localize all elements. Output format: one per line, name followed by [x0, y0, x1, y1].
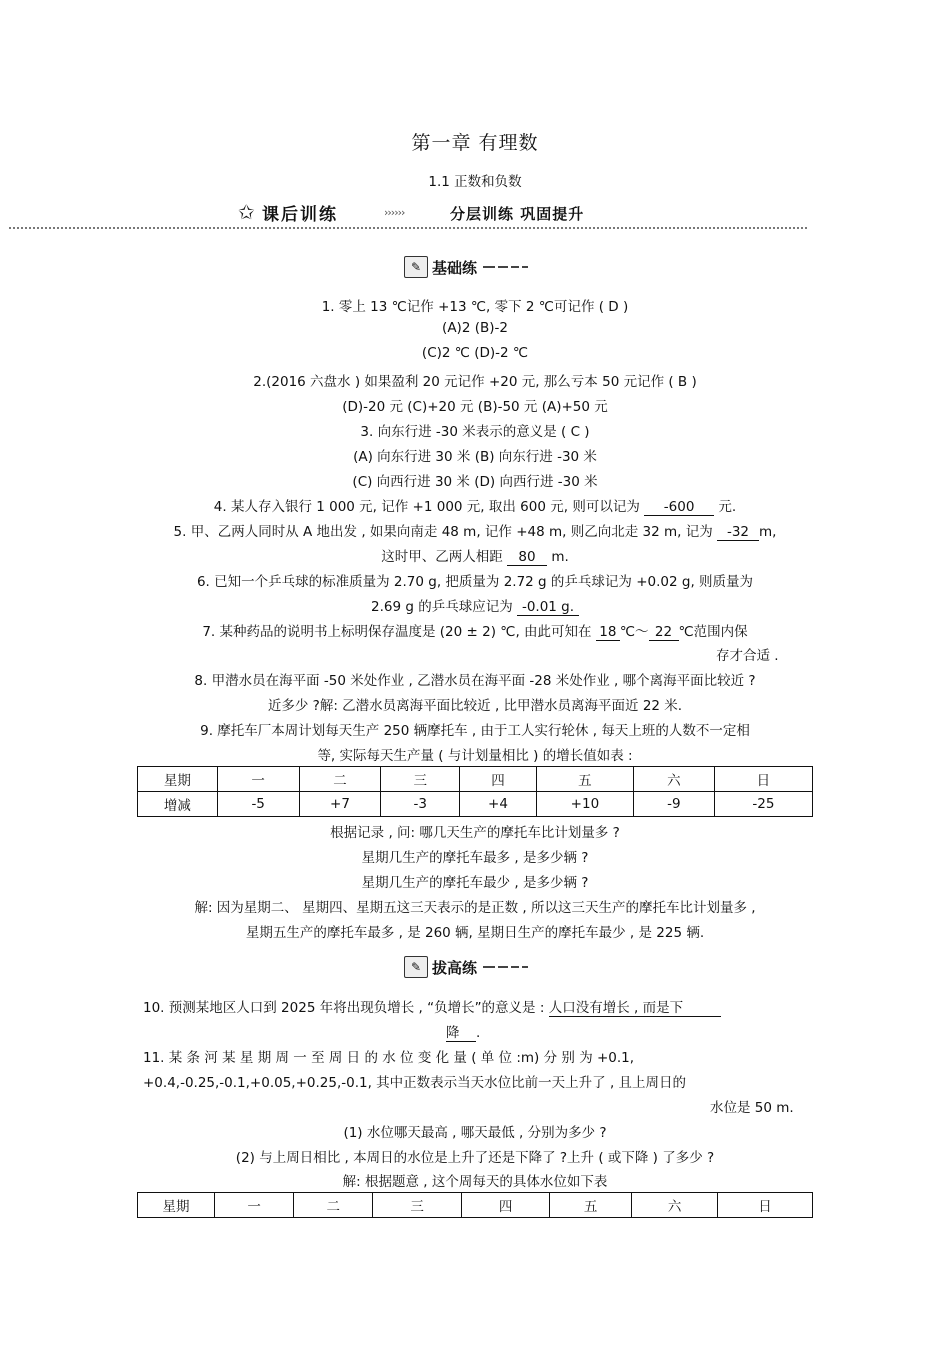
- q4-post: 元.: [718, 499, 737, 515]
- table-cell: 二: [299, 767, 381, 792]
- dotted-divider: [8, 226, 808, 230]
- table-cell: 五: [550, 1193, 632, 1218]
- q11-line2: +0.4,-0.25,-0.1,+0.05,+0.25,-0.1, 其中正数表示当天水位比前一天上升了 , 且上周日的: [143, 1075, 687, 1091]
- table-cell: 增减: [138, 792, 218, 817]
- table-cell: 四: [462, 1193, 550, 1218]
- q11-solution: 解: 根据题意 , 这个周每天的具体水位如下表: [342, 1174, 608, 1190]
- q10-text: 10. 预测某地区人口到 2025 年将出现负增长 , “负增长”的意义是 :: [143, 1000, 545, 1016]
- pen-icon: ✎: [404, 956, 428, 978]
- band-tagline: 分层训练 巩固提升: [450, 205, 585, 223]
- table-cell: 三: [381, 767, 460, 792]
- q9-line1: 9. 摩托车厂本周计划每天生产 250 辆摩托车 , 由于工人实行轮休 , 每天上班的人数不一定相: [200, 723, 750, 739]
- q10-post: .: [476, 1025, 481, 1041]
- q9-line2: 等, 实际每天生产量 ( 与计划量相比 ) 的增长值如表 :: [317, 748, 633, 764]
- q6-line2-text: 2.69 g 的乒乓球应记为: [370, 599, 513, 615]
- section-basic: [404, 256, 528, 278]
- section-subtitle: 1.1 正数和负数: [428, 174, 522, 190]
- table-cell: 星期: [138, 1193, 215, 1218]
- table-cell: 一: [215, 1193, 294, 1218]
- q8-line1: 8. 甲潜水员在海平面 -50 米处作业 , 乙潜水员在海平面 -28 米处作业 , 哪个离海平面比较近 ?: [194, 673, 756, 689]
- q4-answer: -600: [644, 499, 714, 516]
- q7-answer2: 22: [649, 624, 679, 641]
- section-basic-label: 基础练: [432, 258, 478, 277]
- q9-solution2: 星期五生产的摩托车最多 , 是 260 辆, 星期日生产的摩托车最少 , 是 225 辆.: [245, 925, 705, 941]
- table-cell: +7: [299, 792, 381, 817]
- q11-sub2: (2) 与上周日相比 , 本周日的水位是上升了还是下降了 ?上升 ( 或下降 ) 了多少 ?: [235, 1150, 715, 1166]
- table-row: [138, 767, 813, 792]
- q6-line2: [0, 595, 950, 616]
- q7-answer1: 18: [596, 624, 620, 641]
- q2-options: (D)-20 元 (C)+20 元 (B)-50 元 (A)+50 元: [342, 399, 608, 415]
- q8-line2: 近多少 ?解: 乙潜水员离海平面比较近 , 比甲潜水员离海平面近 22 米.: [267, 698, 683, 714]
- star-icon: ✩: [238, 200, 255, 224]
- table-cell: +10: [536, 792, 633, 817]
- q5-line1: [0, 520, 950, 541]
- table-cell: 六: [634, 767, 715, 792]
- q7-mid: ℃～: [619, 624, 649, 640]
- q5-answer1: -32: [717, 524, 759, 541]
- q5-line2-text: 这时甲、乙两人相距: [381, 549, 503, 565]
- table-row: [138, 792, 813, 817]
- bars-icon: [483, 966, 528, 968]
- q7-line1: [0, 620, 950, 641]
- q3-stem: 3. 向东行进 -30 米表示的意义是 ( C ): [360, 424, 590, 440]
- q11-line3: 水位是 50 m.: [710, 1100, 794, 1116]
- q7-text: 7. 某种药品的说明书上标明保存温度是 (20 ± 2) ℃, 由此可知在: [202, 624, 592, 640]
- table-cell: 日: [718, 1193, 813, 1218]
- q11-sub1: (1) 水位哪天最高 , 哪天最低 , 分别为多少 ?: [343, 1125, 607, 1141]
- q9-solution1: 解: 因为星期二、 星期四、星期五这三天表示的是正数 , 所以这三天生产的摩托车比计划量多 ,: [194, 900, 756, 916]
- band-label: 课后训练: [262, 205, 338, 225]
- table-cell: 星期: [138, 767, 218, 792]
- q5-line2: [0, 545, 950, 566]
- q5-answer2: 80: [507, 549, 547, 566]
- q3-options-cd: (C) 向西行进 30 米 (D) 向西行进 -30 米: [352, 474, 598, 490]
- q2-stem: 2.(2016 六盘水 ) 如果盈利 20 元记作 +20 元, 那么亏本 50 元记作 ( B ): [253, 374, 697, 390]
- section-advanced: [404, 956, 528, 978]
- q6-answer: -0.01 g.: [517, 599, 579, 616]
- q1-stem: 1. 零上 13 ℃记作 +13 ℃, 零下 2 ℃可记作 ( D ): [321, 299, 629, 315]
- q10-answer2: 降: [446, 1021, 476, 1042]
- table-cell: 三: [373, 1193, 462, 1218]
- q5-mid: m,: [759, 524, 777, 540]
- chapter-title: 第一章 有理数: [411, 132, 539, 154]
- table-cell: -5: [217, 792, 299, 817]
- q10-line1: [143, 996, 721, 1017]
- q9-ask2: 星期几生产的摩托车最多 , 是多少辆 ?: [361, 850, 589, 866]
- q11-line1: 11. 某 条 河 某 星 期 周 一 至 周 日 的 水 位 变 化 量 ( 单 位 :m) 分 别 为 +0.1,: [143, 1050, 635, 1066]
- q10-answer1: 人口没有增长 , 而是下: [549, 996, 721, 1017]
- table-cell: 四: [460, 767, 537, 792]
- q1-options-ab: (A)2 (B)-2: [442, 320, 508, 336]
- table-cell: 一: [217, 767, 299, 792]
- table-cell: -9: [634, 792, 715, 817]
- bars-icon: [483, 266, 528, 268]
- arrows-icon: ››››››: [384, 206, 405, 219]
- q7-post: ℃范围内保: [678, 624, 748, 640]
- table-cell: 日: [714, 767, 812, 792]
- q4: [0, 495, 950, 516]
- table-cell: 五: [536, 767, 633, 792]
- pen-icon: ✎: [404, 256, 428, 278]
- table-cell: -3: [381, 792, 460, 817]
- q3-options-ab: (A) 向东行进 30 米 (B) 向东行进 -30 米: [353, 449, 597, 465]
- q10-line2: [446, 1021, 480, 1042]
- q5-line2-post: m.: [551, 549, 569, 565]
- q7-line2: 存才合适 .: [716, 648, 779, 664]
- table-cell: 六: [632, 1193, 718, 1218]
- q9-ask3: 星期几生产的摩托车最少 , 是多少辆 ?: [361, 875, 589, 891]
- table-cell: 二: [294, 1193, 373, 1218]
- table-cell: -25: [714, 792, 812, 817]
- table-cell: +4: [460, 792, 537, 817]
- q9-table: [137, 766, 813, 817]
- q4-text: 4. 某人存入银行 1 000 元, 记作 +1 000 元, 取出 600 元, 则可以记为: [213, 499, 640, 515]
- q1-options-cd: (C)2 ℃ (D)-2 ℃: [421, 345, 529, 361]
- q6-line1: 6. 已知一个乒乓球的标准质量为 2.70 g, 把质量为 2.72 g 的乒乓球记为 +0.02 g, 则质量为: [196, 574, 754, 590]
- q11-table: [137, 1192, 813, 1218]
- table-row: [138, 1193, 813, 1218]
- q5-text: 5. 甲、乙两人同时从 A 地出发 , 如果向南走 48 m, 记作 +48 m, 则乙向北走 32 m, 记为: [173, 524, 713, 540]
- q9-ask1: 根据记录 , 问: 哪几天生产的摩托车比计划量多 ?: [330, 825, 620, 841]
- section-advanced-label: 拔高练: [432, 958, 478, 977]
